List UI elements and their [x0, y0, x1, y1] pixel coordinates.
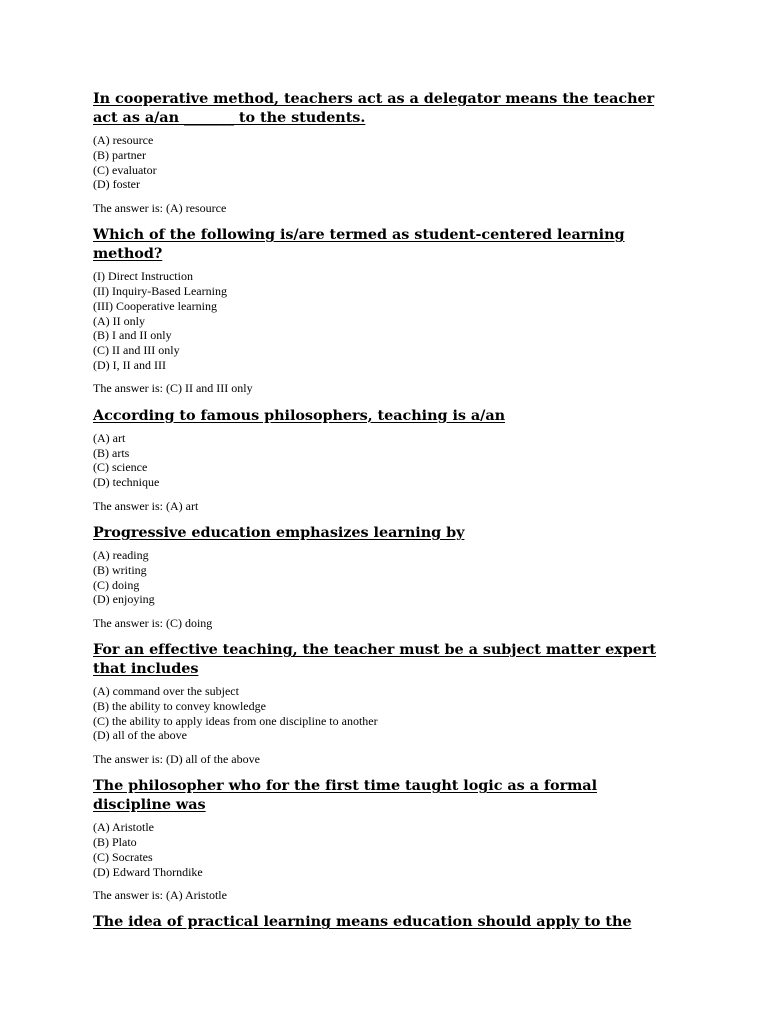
options-list [93, 820, 673, 879]
option-item: (D) foster [93, 177, 140, 192]
document-page [93, 89, 673, 937]
option-item: (B) the ability to convey knowledge [93, 698, 266, 713]
question-title: In cooperative method, teachers act as a delegator means the teacher act as a/an _______ to the students. [93, 90, 655, 126]
option-item: (A) Aristotle [93, 820, 154, 835]
option-item: (C) II and III only [93, 343, 180, 358]
option-item: (C) science [93, 460, 148, 475]
option-item: (A) resource [93, 133, 154, 147]
option-item: (A) command over the subject [93, 684, 239, 699]
option-item: (A) II only [93, 313, 145, 328]
question-title: The philosopher who for the first time taught logic as a formal discipline was [93, 777, 597, 814]
question-title: The idea of practical learning means education should apply to the [93, 913, 632, 931]
option-item: (B) I and II only [93, 328, 172, 343]
option-item: (II) Inquiry-Based Learning [93, 283, 227, 298]
answer-line: The answer is: (C) II and III only [93, 381, 253, 396]
option-item: (C) the ability to apply ideas from one discipline to another [93, 713, 378, 728]
question-block [93, 523, 673, 631]
option-item: (III) Cooperative learning [93, 298, 217, 313]
option-item: (D) Edward Thorndike [93, 864, 203, 879]
option-item: (B) Plato [93, 835, 137, 850]
question-title: Which of the following is/are termed as student-centered learning method? [93, 226, 625, 263]
question-block [93, 912, 673, 931]
option-item: (B) partner [93, 147, 146, 162]
option-item: (B) writing [93, 562, 147, 577]
question-title: For an effective teaching, the teacher must be a subject matter expert that includes [93, 641, 656, 678]
option-item: (C) evaluator [93, 162, 157, 177]
answer-line: The answer is: (D) all of the above [93, 751, 260, 766]
options-list [93, 269, 673, 373]
question-block [93, 776, 673, 903]
options-list [93, 684, 673, 743]
option-item: (I) Direct Instruction [93, 269, 193, 284]
question-title: According to famous philosophers, teaching is a/an [93, 406, 506, 424]
option-item: (D) enjoying [93, 592, 155, 607]
question-block [93, 406, 673, 514]
option-item: (D) all of the above [93, 728, 187, 743]
options-list [93, 133, 673, 192]
option-item: (D) technique [93, 475, 160, 490]
question-block [93, 89, 673, 216]
options-list [93, 431, 673, 490]
option-item: (A) reading [93, 547, 149, 562]
option-item: (C) doing [93, 577, 140, 592]
answer-line: The answer is: (A) resource [93, 200, 227, 215]
answer-line: The answer is: (C) doing [93, 615, 213, 630]
option-item: (B) arts [93, 445, 130, 460]
question-title: Progressive education emphasizes learning by [93, 523, 465, 541]
question-block [93, 225, 673, 396]
option-item: (D) I, II and III [93, 357, 166, 372]
answer-line: The answer is: (A) Aristotle [93, 888, 227, 903]
question-block [93, 640, 673, 767]
option-item: (C) Socrates [93, 849, 153, 864]
answer-line: The answer is: (A) art [93, 498, 199, 513]
option-item: (A) art [93, 430, 126, 445]
options-list [93, 548, 673, 607]
